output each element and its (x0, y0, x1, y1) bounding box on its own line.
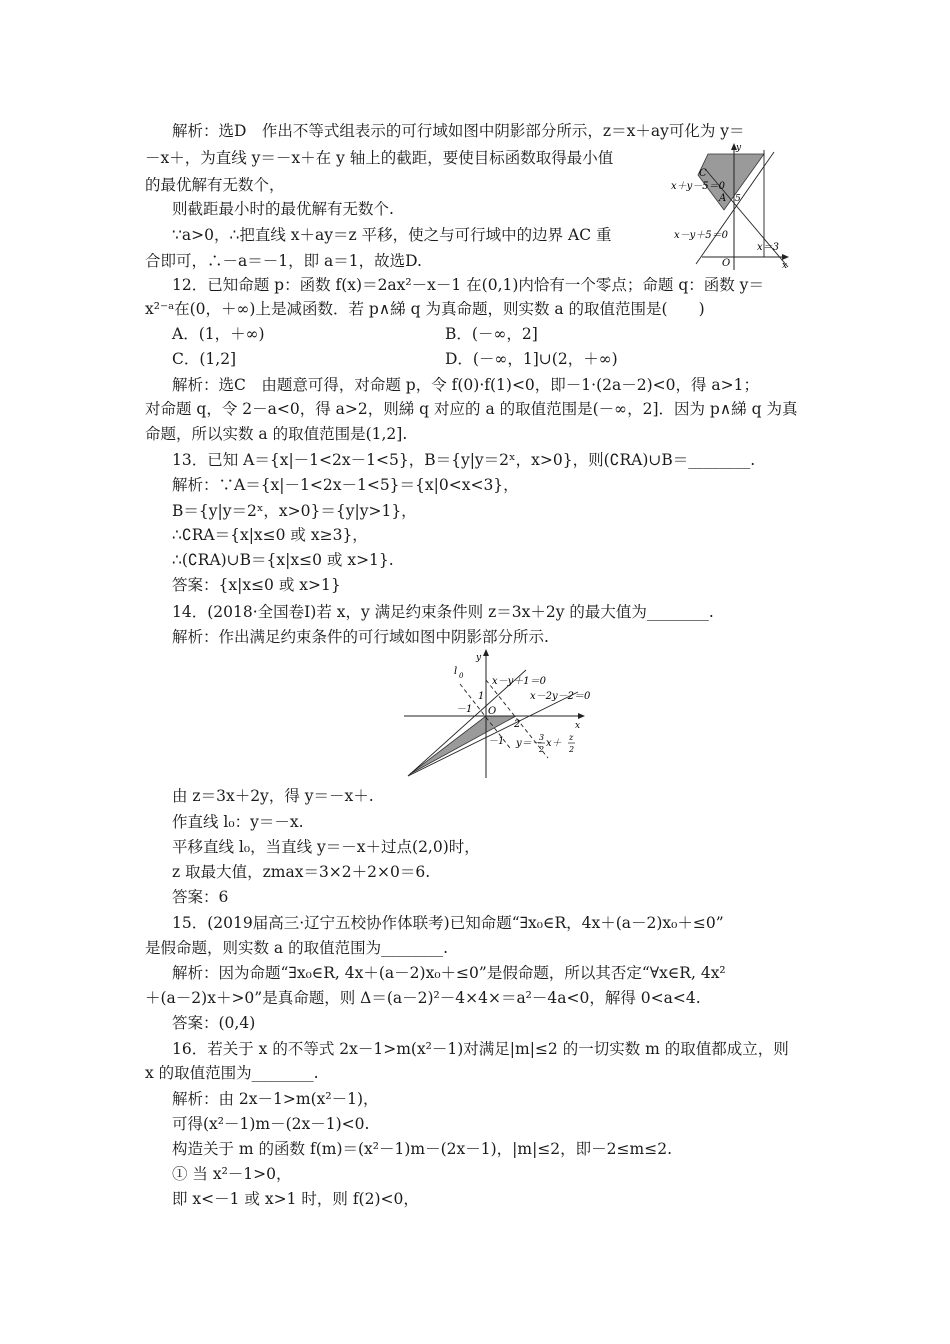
x-axis-arrow (782, 254, 789, 260)
text-line: 解析：作出满足约束条件的可行域如图中阴影部分所示. (172, 628, 549, 646)
x-label: x (575, 721, 581, 731)
xplus-label: x＋ (546, 738, 562, 749)
figure-feasible-region-2 (398, 648, 592, 780)
frac2-den: 2 (569, 745, 575, 754)
point-a-label: A (719, 193, 727, 204)
question-15: 15．(2019届高三·辽宁五校协作体联考)已知命题“∃x₀∈R，4x＋(a－2)x₀＋≤0” (172, 914, 724, 932)
text-line: 解析：因为命题“∃x₀∈R, 4x＋(a－2)x₀＋≤0”是假命题，所以其否定“∀x∈R, 4x² (172, 964, 726, 982)
text-line: 的最优解有无数个， (145, 176, 285, 194)
text-line: x²⁻ᵃ在(0，＋∞)上是减函数．若 p∧綈 q 为真命题，则实数 a 的取值范围是( ) (145, 300, 705, 318)
x-label: x (782, 261, 788, 271)
line2-label: x－2y－2＝0 (530, 691, 591, 702)
frac1-den: 2 (539, 745, 545, 754)
y-axis-arrow (483, 649, 489, 656)
text-line: 即 x<－1 或 x>1 时，则 f(2)<0， (172, 1190, 419, 1208)
answer-13: 答案：{x|x≤0 或 x>1} (172, 576, 341, 594)
text-line: ∵a>0，∴把直线 x＋ay＝z 平移，使之与可行域中的边界 AC 重 (172, 226, 612, 244)
text-line: 则截距最小时的最优解有无数个. (172, 200, 394, 218)
option-c: C．(1,2] (172, 350, 237, 368)
question-12: 12．已知命题 p：函数 f(x)＝2ax²－x－1 在(0,1)内恰有一个零点；命题 q：函数 y＝ (172, 276, 764, 294)
y-label: y (476, 653, 482, 663)
text-line: ∴∁RA＝{x|x≤0 或 x≥3}， (172, 526, 368, 544)
question-16: 16．若关于 x 的不等式 2x－1>m(x²－1)对满足|m|≤2 的一切实数 m 的取值都成立，则 (172, 1040, 789, 1058)
tick-neg1-y-label: －1 (488, 736, 505, 747)
origin-label: O (722, 258, 731, 269)
option-d: D．(－∞，1]∪(2，＋∞) (445, 350, 618, 368)
text-line: 解析：∵A＝{x|－1<2x－1<5}＝{x|0<x<3}， (172, 476, 519, 494)
y-label: y (736, 143, 742, 153)
line1-label: x－y＋1＝0 (492, 676, 547, 687)
text-line: 命题，所以实数 a 的取值范围是(1,2]. (145, 425, 408, 443)
text-line: ① 当 x²－1>0， (172, 1165, 292, 1183)
point-c-label: C (699, 168, 707, 179)
text-line: ∴(∁RA)∪B＝{x|x≤0 或 x>1}. (172, 551, 394, 569)
answer-15: 答案：(0,4) (172, 1014, 256, 1032)
l0-label: l (454, 666, 458, 677)
text-line: z 取最大值，zmax＝3×2＋2×0＝6. (172, 863, 431, 881)
line2-label: x－y＋5＝0 (674, 230, 729, 241)
text-line: B＝{y|y＝2ˣ，x>0}＝{y|y>1}， (172, 502, 417, 520)
origin-label: O (488, 706, 497, 717)
text-line: －x＋，为直线 y＝－x＋在 y 轴上的截距，要使目标函数取得最小值 (145, 149, 614, 167)
five-label: 5 (735, 194, 741, 204)
text-line: x 的取值范围为________. (145, 1064, 319, 1082)
text-line: 由 z＝3x＋2y，得 y＝－x＋. (172, 787, 374, 805)
frac1-num: 3 (539, 733, 545, 742)
text-line: ＋(a－2)x＋>0”是真命题，则 Δ＝(a－2)²－4×4×＝a²－4a<0，解得 0<a<4. (145, 989, 701, 1007)
text-line: 可得(x²－1)m－(2x－1)<0. (172, 1115, 370, 1133)
tick-1-label: 1 (478, 691, 485, 702)
line-x-minus-2y-minus-2 (408, 692, 581, 776)
tick-2-label: 2 (514, 719, 521, 730)
line1-label: x＋y－5＝0 (671, 181, 726, 192)
text-line: 合即可，∴－a＝－1，即 a＝1，故选D. (145, 252, 422, 270)
text-line: 解析：由 2x－1>m(x²－1)， (172, 1090, 379, 1108)
figure-feasible-region-1 (666, 140, 790, 272)
frac2-num: z (569, 733, 574, 742)
text-line: 是假命题，则实数 a 的取值范围为________. (145, 939, 449, 957)
x-axis-arrow (578, 713, 585, 719)
option-a: A．(1，＋∞) (172, 325, 265, 343)
text-line: 构造关于 m 的函数 f(m)＝(x²－1)m－(2x－1)，|m|≤2，即－2≤m≤2. (172, 1140, 672, 1158)
text-line: 平移直线 l₀，当直线 y＝－x＋过点(2,0)时， (172, 838, 480, 856)
tick-neg1-x-label: －1 (456, 704, 473, 715)
objective-line-label: y＝－ (516, 738, 542, 749)
question-14: 14．(2018·全国卷Ⅰ)若 x，y 满足约束条件则 z＝3x＋2y 的最大值为________. (172, 603, 714, 621)
answer-14: 答案：6 (172, 888, 229, 906)
text-line: 解析：选C 由题意可得，对命题 p，令 f(0)·f(1)<0，即－1·(2a－2)<0，得 a>1； (172, 376, 760, 394)
text-line: 对命题 q，令 2－a<0，得 a>2，则綈 q 对应的 a 的取值范围是(－∞，2]．因为 p∧綈 q 为真 (145, 400, 798, 418)
line3-label: x＝3 (757, 242, 780, 253)
text-line: 作直线 l₀：y＝－x. (172, 813, 304, 831)
text-line: 解析：选D 作出不等式组表示的可行域如图中阴影部分所示，z＝x＋ay可化为 y＝ (172, 122, 745, 140)
option-b: B．(－∞，2] (445, 325, 538, 343)
l0-sub-label: 0 (459, 672, 464, 680)
question-13: 13．已知 A＝{x|－1<2x－1<5}，B＝{y|y＝2ˣ，x>0}，则(∁RA)∪B＝________. (172, 451, 756, 469)
